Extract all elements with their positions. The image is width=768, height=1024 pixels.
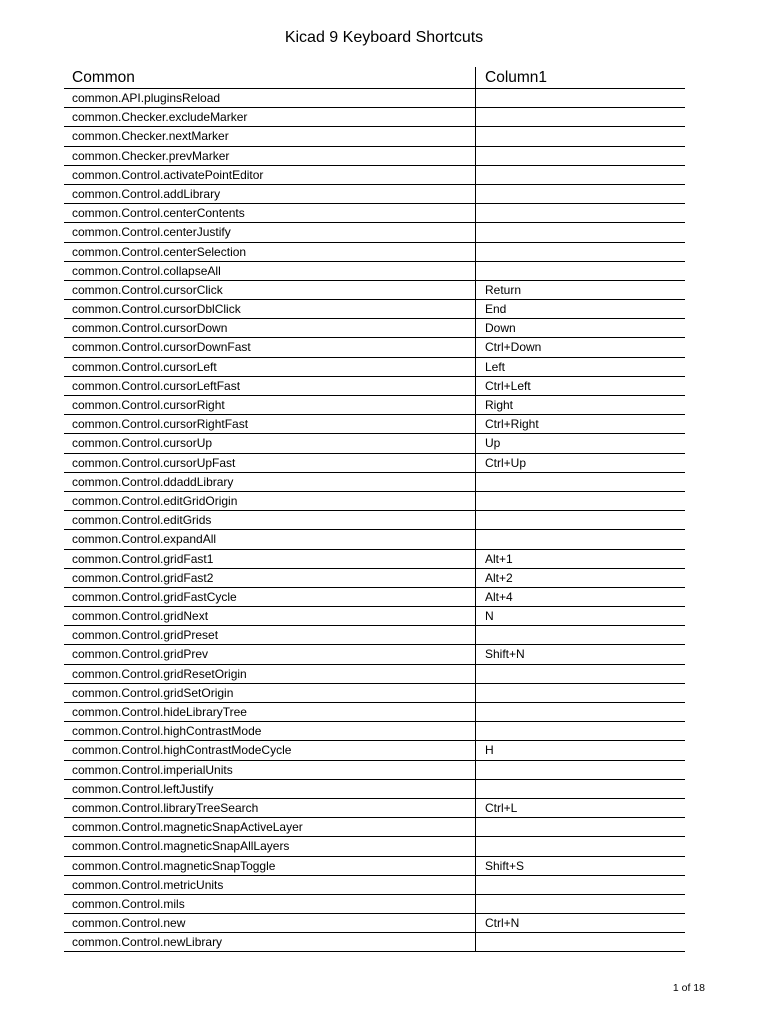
command-name-cell: common.Control.hideLibraryTree (64, 703, 476, 721)
command-name-cell: common.Control.magneticSnapActiveLayer (64, 818, 476, 836)
table-row (64, 530, 685, 549)
command-name-cell: common.Control.cursorLeft (64, 358, 476, 376)
table-row (64, 415, 685, 434)
command-name-cell: common.Control.cursorDownFast (64, 338, 476, 356)
table-row (64, 434, 685, 453)
page-number: 1 of 18 (672, 982, 705, 994)
table-row (64, 262, 685, 281)
command-name-cell: common.Control.centerJustify (64, 223, 476, 241)
table-row (64, 127, 685, 146)
shortcut-cell (476, 204, 685, 222)
table-row (64, 588, 685, 607)
shortcut-cell: Ctrl+L (485, 800, 518, 815)
command-name-cell: common.Control.new (64, 914, 476, 932)
command-name-cell: common.Control.gridSetOrigin (64, 684, 476, 702)
table-row (64, 914, 685, 933)
shortcut-cell (476, 837, 685, 855)
command-name-cell: common.Control.gridPreset (64, 626, 476, 644)
table-row (64, 185, 685, 204)
table-row (64, 722, 685, 741)
table-row (64, 358, 685, 377)
shortcut-cell (476, 108, 685, 126)
command-name-cell: common.Control.metricUnits (64, 876, 476, 894)
shortcut-cell (476, 780, 685, 798)
command-name-cell: common.Control.centerContents (64, 204, 476, 222)
command-name-cell: common.Control.highContrastModeCycle (64, 741, 476, 759)
table-row (64, 243, 685, 262)
shortcut-cell: Alt+4 (485, 589, 513, 604)
shortcut-cell: N (485, 609, 494, 624)
table-row (64, 454, 685, 473)
command-name-cell: common.Control.imperialUnits (64, 761, 476, 779)
table-row (64, 799, 685, 818)
command-name-cell: common.Checker.nextMarker (64, 127, 476, 145)
shortcut-cell: Ctrl+Right (485, 417, 539, 432)
table-row (64, 818, 685, 837)
shortcuts-table (64, 67, 685, 952)
shortcut-cell (476, 761, 685, 779)
shortcut-cell (476, 166, 685, 184)
command-name-cell: common.Control.cursorDown (64, 319, 476, 337)
command-name-cell: common.Control.highContrastMode (64, 722, 476, 740)
shortcut-cell (476, 147, 685, 165)
shortcut-cell: Ctrl+N (485, 916, 520, 931)
command-name-cell: common.Control.collapseAll (64, 262, 476, 280)
command-name-cell: common.Control.cursorUp (64, 434, 476, 452)
table-row (64, 204, 685, 223)
shortcut-cell (476, 185, 685, 203)
command-name-cell: common.Checker.excludeMarker (64, 108, 476, 126)
table-row (64, 933, 685, 952)
shortcut-cell: Ctrl+Down (485, 340, 542, 355)
command-name-cell: common.Control.gridFastCycle (64, 588, 476, 606)
command-name-cell: common.Control.cursorUpFast (64, 454, 476, 472)
command-name-cell: common.Control.centerSelection (64, 243, 476, 261)
shortcut-cell: Return (485, 282, 522, 297)
command-name-cell: common.Control.activatePointEditor (64, 166, 476, 184)
page-title: Kicad 9 Keyboard Shortcuts (284, 29, 484, 46)
table-row (64, 761, 685, 780)
table-row (64, 665, 685, 684)
shortcut-cell (476, 895, 685, 913)
shortcut-cell (476, 703, 685, 721)
table-row (64, 837, 685, 856)
shortcut-cell: Alt+2 (485, 570, 513, 585)
table-row (64, 607, 685, 626)
shortcut-cell (476, 626, 685, 644)
table-row (64, 300, 685, 319)
table-row (64, 895, 685, 914)
shortcut-cell: Ctrl+Up (485, 455, 527, 470)
command-name-cell: common.Control.expandAll (64, 530, 476, 548)
command-name-cell: common.Control.magneticSnapAllLayers (64, 837, 476, 855)
shortcut-cell (476, 722, 685, 740)
command-name-cell: common.Control.addLibrary (64, 185, 476, 203)
table-row (64, 684, 685, 703)
table-row (64, 89, 685, 108)
shortcut-cell (476, 818, 685, 836)
table-row (64, 511, 685, 530)
shortcut-cell (476, 511, 685, 529)
shortcut-cell: Ctrl+Left (485, 378, 531, 393)
command-name-cell: common.Control.gridNext (64, 607, 476, 625)
command-name-cell: common.Control.cursorLeftFast (64, 377, 476, 395)
table-row (64, 645, 685, 664)
command-name-cell: common.API.pluginsReload (64, 89, 476, 107)
command-name-cell: common.Control.editGridOrigin (64, 492, 476, 510)
shortcut-cell: Shift+N (485, 647, 525, 662)
command-name-cell: common.Control.editGrids (64, 511, 476, 529)
shortcut-cell: Right (485, 398, 514, 412)
command-name-cell: common.Control.ddaddLibrary (64, 473, 476, 491)
table-row (64, 166, 685, 185)
command-name-cell: common.Control.gridPrev (64, 645, 476, 663)
shortcut-cell (476, 243, 685, 261)
table-row (64, 492, 685, 511)
shortcut-cell (476, 876, 685, 894)
command-name-cell: common.Control.leftJustify (64, 780, 476, 798)
table-header (64, 67, 685, 89)
shortcut-cell (476, 127, 685, 145)
shortcut-cell: Shift+S (485, 858, 525, 873)
table-row (64, 396, 685, 415)
table-row (64, 857, 685, 876)
command-name-cell: common.Control.gridFast1 (64, 550, 476, 568)
shortcut-cell (476, 530, 685, 548)
command-name-cell: common.Control.gridFast2 (64, 569, 476, 587)
shortcut-cell: Down (485, 321, 516, 336)
table-row (64, 569, 685, 588)
table-row (64, 473, 685, 492)
shortcut-cell (476, 665, 685, 683)
table-row (64, 550, 685, 569)
table-row (64, 377, 685, 396)
command-name-cell: common.Control.gridResetOrigin (64, 665, 476, 683)
command-name-cell: common.Control.magneticSnapToggle (64, 857, 476, 875)
command-name-cell: common.Control.cursorDblClick (64, 300, 476, 318)
table-row (64, 780, 685, 799)
table-row (64, 703, 685, 722)
table-row (64, 281, 685, 300)
command-name-cell: common.Checker.prevMarker (64, 147, 476, 165)
header-column1: Column1 (485, 69, 548, 86)
shortcut-cell (476, 473, 685, 491)
shortcut-cell (476, 262, 685, 280)
command-name-cell: common.Control.cursorClick (64, 281, 476, 299)
shortcut-cell: Alt+1 (485, 551, 513, 566)
shortcut-cell (476, 684, 685, 702)
shortcut-cell (476, 933, 685, 951)
command-name-cell: common.Control.cursorRightFast (64, 415, 476, 433)
shortcut-cell (476, 223, 685, 241)
shortcut-cell (476, 492, 685, 510)
table-body (64, 89, 685, 952)
command-name-cell: common.Control.newLibrary (64, 933, 476, 951)
shortcut-cell: End (485, 302, 507, 317)
table-row (64, 741, 685, 760)
table-row (64, 626, 685, 645)
command-name-cell: common.Control.cursorRight (64, 396, 476, 414)
shortcut-cell: H (485, 743, 494, 758)
header-common: Common (64, 67, 476, 88)
table-row (64, 147, 685, 166)
command-name-cell: common.Control.libraryTreeSearch (64, 799, 476, 817)
table-row (64, 338, 685, 357)
table-row (64, 876, 685, 895)
shortcut-cell: Up (485, 436, 501, 451)
command-name-cell: common.Control.mils (64, 895, 476, 913)
shortcut-cell: Left (485, 359, 506, 374)
table-row (64, 108, 685, 127)
shortcut-cell (476, 89, 685, 107)
table-row (64, 319, 685, 338)
table-row (64, 223, 685, 242)
